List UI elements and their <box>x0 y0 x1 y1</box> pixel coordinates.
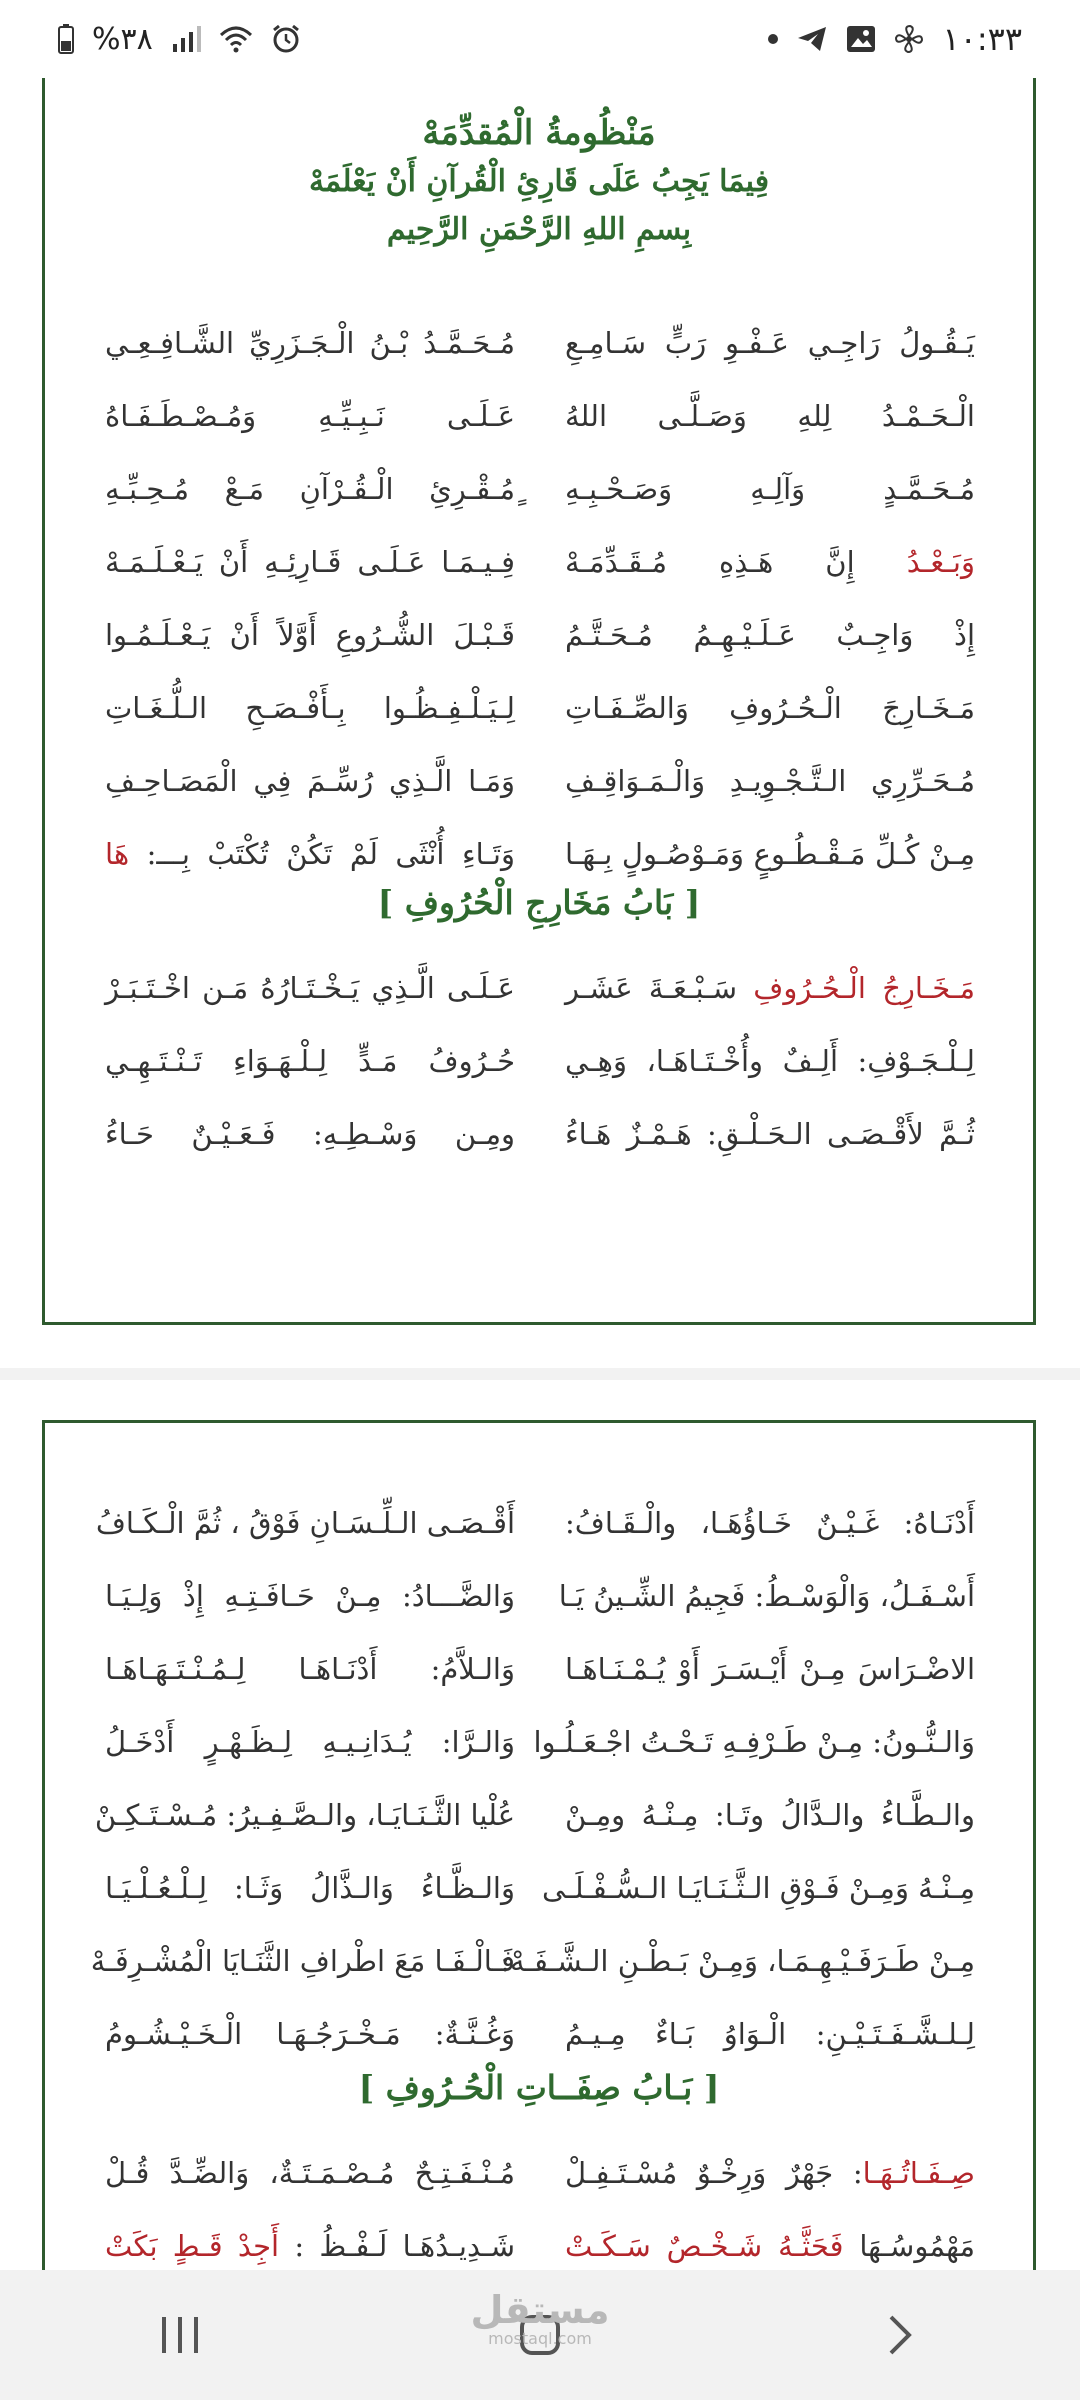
verse-row <box>105 2216 975 2276</box>
verse-text: مُـحَـمَّـدٍ وَآلِـهِ وَصَـحْـبِـهِ <box>565 472 975 506</box>
verse-text: حُـرُوفُ مَـدٍّ لِـلْـهَـوَاءِ تَـنْـتَـهِـي <box>105 1044 515 1078</box>
verse-text: عَـلَـى نَـبِـيِّـهِ وَمُـصْـطَـفَـاهُ <box>105 399 515 433</box>
verse-row <box>105 459 975 519</box>
verse-left <box>105 1566 515 1626</box>
verse-row <box>105 751 975 811</box>
watermark-logo <box>470 2290 610 2348</box>
watermark-subtext: mostaql.com <box>488 2329 592 2348</box>
verse-left <box>105 751 515 811</box>
recent-apps-button[interactable] <box>120 2295 240 2375</box>
verse-text: وَغُـنَّـةٌ: مَـخْـرَجُـهَـا الْـخَـيْـشُـومُ <box>105 2017 515 2051</box>
verse-text: والـطَّـاءُ والـدَّالُ وتَـا: مِـنْـهُ ومِـنْ <box>565 1798 975 1832</box>
verse-row <box>105 678 975 738</box>
verse-highlight: أَجِدْ قَـطٍ بَكَتْ <box>105 2229 280 2263</box>
verse-text: ومِـن وَسْـطِـهِ: فَـعَـيْـنٌ حَـاءُ <box>105 1117 515 1151</box>
verse-left <box>105 532 515 592</box>
verse-text: لِـلْـجَـوْفِ: أَلِـفٌ وأُخْـتَـاهَـا، وَهِـي <box>565 1044 975 1078</box>
verse-text: لِـلـشَّـفَـتَـيْـنِ: الْـوَاوُ بَـاءٌ مِـيـمُ <box>565 2017 975 2051</box>
verse-right <box>565 1104 975 1164</box>
verse-row <box>105 2143 975 2203</box>
signal-icon <box>171 26 201 52</box>
verse-text: وَالضَّـــادُ: مِـنْ حَـافَـتِـهِ إِذْ وَلِـيَـا <box>105 1579 515 1613</box>
verse-text: وَالـرَّا: يُـدَانِـيـهِ لِـظَـهْـرٍ أَدْخَـلُ <box>105 1725 515 1759</box>
verse-text: أَسْـفَـلُ، وَالْوَسْـطُ: فَجِيمُ الشِّـينُ يَـا <box>558 1579 975 1613</box>
basmala: بِسمِ اللهِ الرَّحْمَنِ الرَّحِيم <box>386 212 692 247</box>
verse-right <box>565 824 975 884</box>
telegram-icon <box>796 25 828 53</box>
verse-right <box>500 1931 975 1991</box>
status-left <box>58 22 301 57</box>
verse-text: يَـقُـولُ رَاجِـي عَـفْـوِ رَبٍّ سَـامِـعِ <box>565 326 975 360</box>
verse-highlight: فَحَثَّـهُ شَـخْـصٌ سَـكَـتْ <box>565 2229 844 2263</box>
verse-text: مُـحَـرِّرِي الـتَّـجْـوِيـدِ وَالْـمَـوَاقِـفِ <box>565 764 975 798</box>
recent-apps-icon <box>158 2315 202 2355</box>
verse-text: : جَهْرٌ وَرِخْـوٌ مُسْـتَـفِـلْ <box>565 2156 863 2190</box>
verse-left <box>105 2004 515 2064</box>
poem-subtitle: فِيمَا يَجِبُ عَلَى قَارِئِ الْقُرآنِ أَنْ يَعْلَمَهْ <box>308 164 770 199</box>
verse-left <box>95 1493 515 1553</box>
verse-right <box>565 2216 975 2276</box>
verse-left <box>105 605 515 665</box>
verse-right <box>565 1639 975 1699</box>
title-block <box>45 108 1033 254</box>
verse-text: الْـحَـمْـدُ لِلهِ وَصَـلَّـى اللهُ <box>565 399 975 433</box>
verse-left <box>105 1639 515 1699</box>
verse-right <box>565 605 975 665</box>
verse-left <box>90 1931 515 1991</box>
verse-text: أَقْـصَـى الـلِّـسَـانِ فَوْقُ ، ثُمَّ الْـكَـافُ <box>95 1506 515 1540</box>
verse-row <box>105 313 975 373</box>
verse-left <box>94 1785 515 1845</box>
verse-row <box>105 532 975 592</box>
verse-row <box>105 1639 975 1699</box>
verse-text: وَتَـاءِ أُنْثَى لَمْ تَكُنْ تُكْتَبْ بِـــ: <box>129 837 515 871</box>
verse-text: مِـنْ كُـلِّ مَـقْـطُـوعٍ وَمَـوْصُـولٍ بِـهَـا <box>565 837 975 871</box>
verse-row <box>95 1493 975 1553</box>
verse-text: الاضْـرَاسَ مِـنْ أَيْـسَـرَ أَوْ يُـمْـنَـاهَـا <box>565 1652 975 1686</box>
verse-left <box>105 824 515 884</box>
verse-text: سَـبْـعَـةَ عَشَـر <box>565 971 754 1005</box>
verse-row <box>90 1931 975 1991</box>
verse-right <box>565 958 975 1018</box>
verse-row <box>105 1031 975 1091</box>
verse-text: إِذْ وَاجِـبٌ عَـلَـيْـهِـمُ مُـحَـتَّـمُ <box>565 618 975 652</box>
verse-row <box>105 824 975 884</box>
page-1-frame <box>42 78 1036 1325</box>
battery-icon <box>58 24 74 54</box>
verse-row <box>105 958 975 1018</box>
verse-text: مَهْمُوسُـهَا <box>843 2229 975 2263</box>
verse-right <box>565 1493 975 1553</box>
verse-row <box>94 1785 975 1845</box>
battery-percent: %٣٨ <box>92 21 153 57</box>
fan-icon <box>894 24 924 54</box>
page-2-frame <box>42 1420 1036 2270</box>
verse-text: لِـيَـلْـفِـظُـوا بِـأَفْـصَـحِ الـلُّـغَـاتِ <box>105 691 515 725</box>
verse-right <box>565 2143 975 2203</box>
verse-right <box>565 2004 975 2064</box>
verse-text: مِـنْ طَـرَفَـيْـهِـمَـا، وَمِـنْ بَـطْـنِ الـشَّـفَـهْ: <box>500 1944 975 1978</box>
verse-left <box>105 678 515 738</box>
verse-right <box>533 1712 975 1772</box>
verse-right <box>565 1031 975 1091</box>
verse-row <box>105 2004 975 2064</box>
verse-text: وَالـنُّـونُ: مِـنْ طَـرْفِـهِ تَـحْـتُ اجْـعَـلُـوا <box>533 1725 975 1759</box>
page-1 <box>0 78 1080 1368</box>
verse-text: شَـدِيـدُهَـا لَـفْـظُ : <box>279 2229 516 2263</box>
verse-text: مَـخَـارِجَ الْـحُـرُوفِ وَالصِّـفَـاتِ <box>565 691 975 725</box>
verse-row <box>105 386 975 446</box>
verse-highlight: مَـخَـارِجُ الْـحُـرُوفِ <box>753 971 975 1005</box>
status-right <box>768 20 1022 58</box>
verse-left <box>105 459 515 519</box>
verse-right <box>565 532 975 592</box>
verse-left <box>105 2143 515 2203</box>
verse-text: وَالـلاَّمُ: أَدْنَـاهَـا لِـمُـنْـتَـهَـاهَـا <box>105 1652 515 1686</box>
verse-left <box>105 1031 515 1091</box>
verse-right <box>565 678 975 738</box>
verse-text: ٍمُـقْـرِئِ الْـقُـرْآنِ مَـعْ مُـحِـبِّـهِ <box>105 472 515 506</box>
verse-row <box>105 1858 975 1918</box>
back-icon <box>885 2313 915 2357</box>
wifi-icon <box>219 25 253 53</box>
verse-row <box>105 1566 975 1626</box>
verse-text: مِـنْـهُ وَمِـنْ فَـوْقِ الـثَّـنَـايَـا الـسُّـفْـلَـى <box>542 1871 975 1905</box>
status-bar <box>0 0 1080 78</box>
verse-left <box>105 2216 515 2276</box>
page-2 <box>0 1380 1080 2270</box>
verse-left <box>105 1104 515 1164</box>
watermark-text: مستقل <box>470 2288 610 2332</box>
verse-left <box>105 386 515 446</box>
verse-right <box>565 313 975 373</box>
verse-row <box>105 1104 975 1164</box>
verse-row <box>105 605 975 665</box>
verse-text: وَالـظَّـاءُ وَالـذَّالُ وَثَـا: لِـلْـعُـلْـيَـا <box>105 1871 515 1905</box>
verse-text: قَـبْـلَ الشُّـرُوعِ أَوَّلاً أَنْ يَـعْـلَـمُـوا <box>105 618 515 652</box>
verse-text: فَـالْـفَـا مَعَ اطْرافِ الثَّنَـايَا الْمُشْـرِفَـهْ <box>90 1944 515 1978</box>
verse-text: عُلْيا الثَّـنَـايَـا، والـصَّـفِـيرُ: مُـسْـتَـكِـنْ <box>94 1798 515 1832</box>
verse-text: أَدْنَـاهُ: غَـيْـنٌ خَـاؤُهَـا، والْـقَـافُ: <box>565 1506 975 1540</box>
verse-text: فِـيـمَـا عَـلَـى قَـارِئِـهِ أَنْ يَـعْـلَـمَـهْ <box>105 545 515 579</box>
verse-text: ثُـمَّ لأَقْـصَـى الـحَـلْـقِ: هَـمْـزٌ هَـاءُ <box>565 1117 975 1151</box>
verse-right <box>565 751 975 811</box>
verse-right <box>565 386 975 446</box>
verse-row <box>105 1712 975 1772</box>
chapter-title-makharij: [ بَابُ مَخَارِجِ الْحُرُوفِ ] <box>377 883 701 922</box>
verse-text: مُـحَـمَّـدُ بْـنُ الْـجَـزَرِيِّ الشَّـافِـعِـي <box>105 326 515 360</box>
clock: ١٠:٣٣ <box>942 20 1022 58</box>
verse-right <box>558 1566 975 1626</box>
verse-text: عَـلَـى الَّـذِي يَـخْـتَـارُهُ مَـن اخْـتَـبَـرْ <box>105 971 515 1005</box>
verse-text: إِنَّ هَـذِهِ مُـقَـدِّمَـهْ <box>565 545 907 579</box>
verse-highlight: هَا <box>105 837 130 871</box>
verse-right <box>542 1858 975 1918</box>
verse-text: مُـنْـفَـتِـحٌ مُـصْـمَـتَـةٌ، وَالضِّـدَّ قُـلْ <box>105 2156 515 2190</box>
verse-right <box>565 1785 975 1845</box>
alarm-icon <box>271 24 301 54</box>
chapter-title-sifat: [ بَـابُ صِفَــاتِ الْحُـرُوفِ ] <box>358 2068 720 2107</box>
verse-right <box>565 459 975 519</box>
verse-left <box>105 313 515 373</box>
notification-dot-icon <box>768 34 778 44</box>
verse-left <box>105 1712 515 1772</box>
verse-highlight: وَبَـعْـدُ <box>906 545 975 579</box>
verse-left <box>105 1858 515 1918</box>
poem-title: مَنْظُومةُ الْمُقدِّمَهْ <box>422 113 656 153</box>
gallery-icon <box>846 25 876 53</box>
verse-text: وَمَـا الَّـذِي رُسِّـمَ فِي الْمَصَـاحِـفِ <box>105 764 515 798</box>
verse-highlight: صِـفَـاتُـهَـا <box>862 2156 975 2190</box>
back-button[interactable] <box>840 2295 960 2375</box>
verse-left <box>105 958 515 1018</box>
